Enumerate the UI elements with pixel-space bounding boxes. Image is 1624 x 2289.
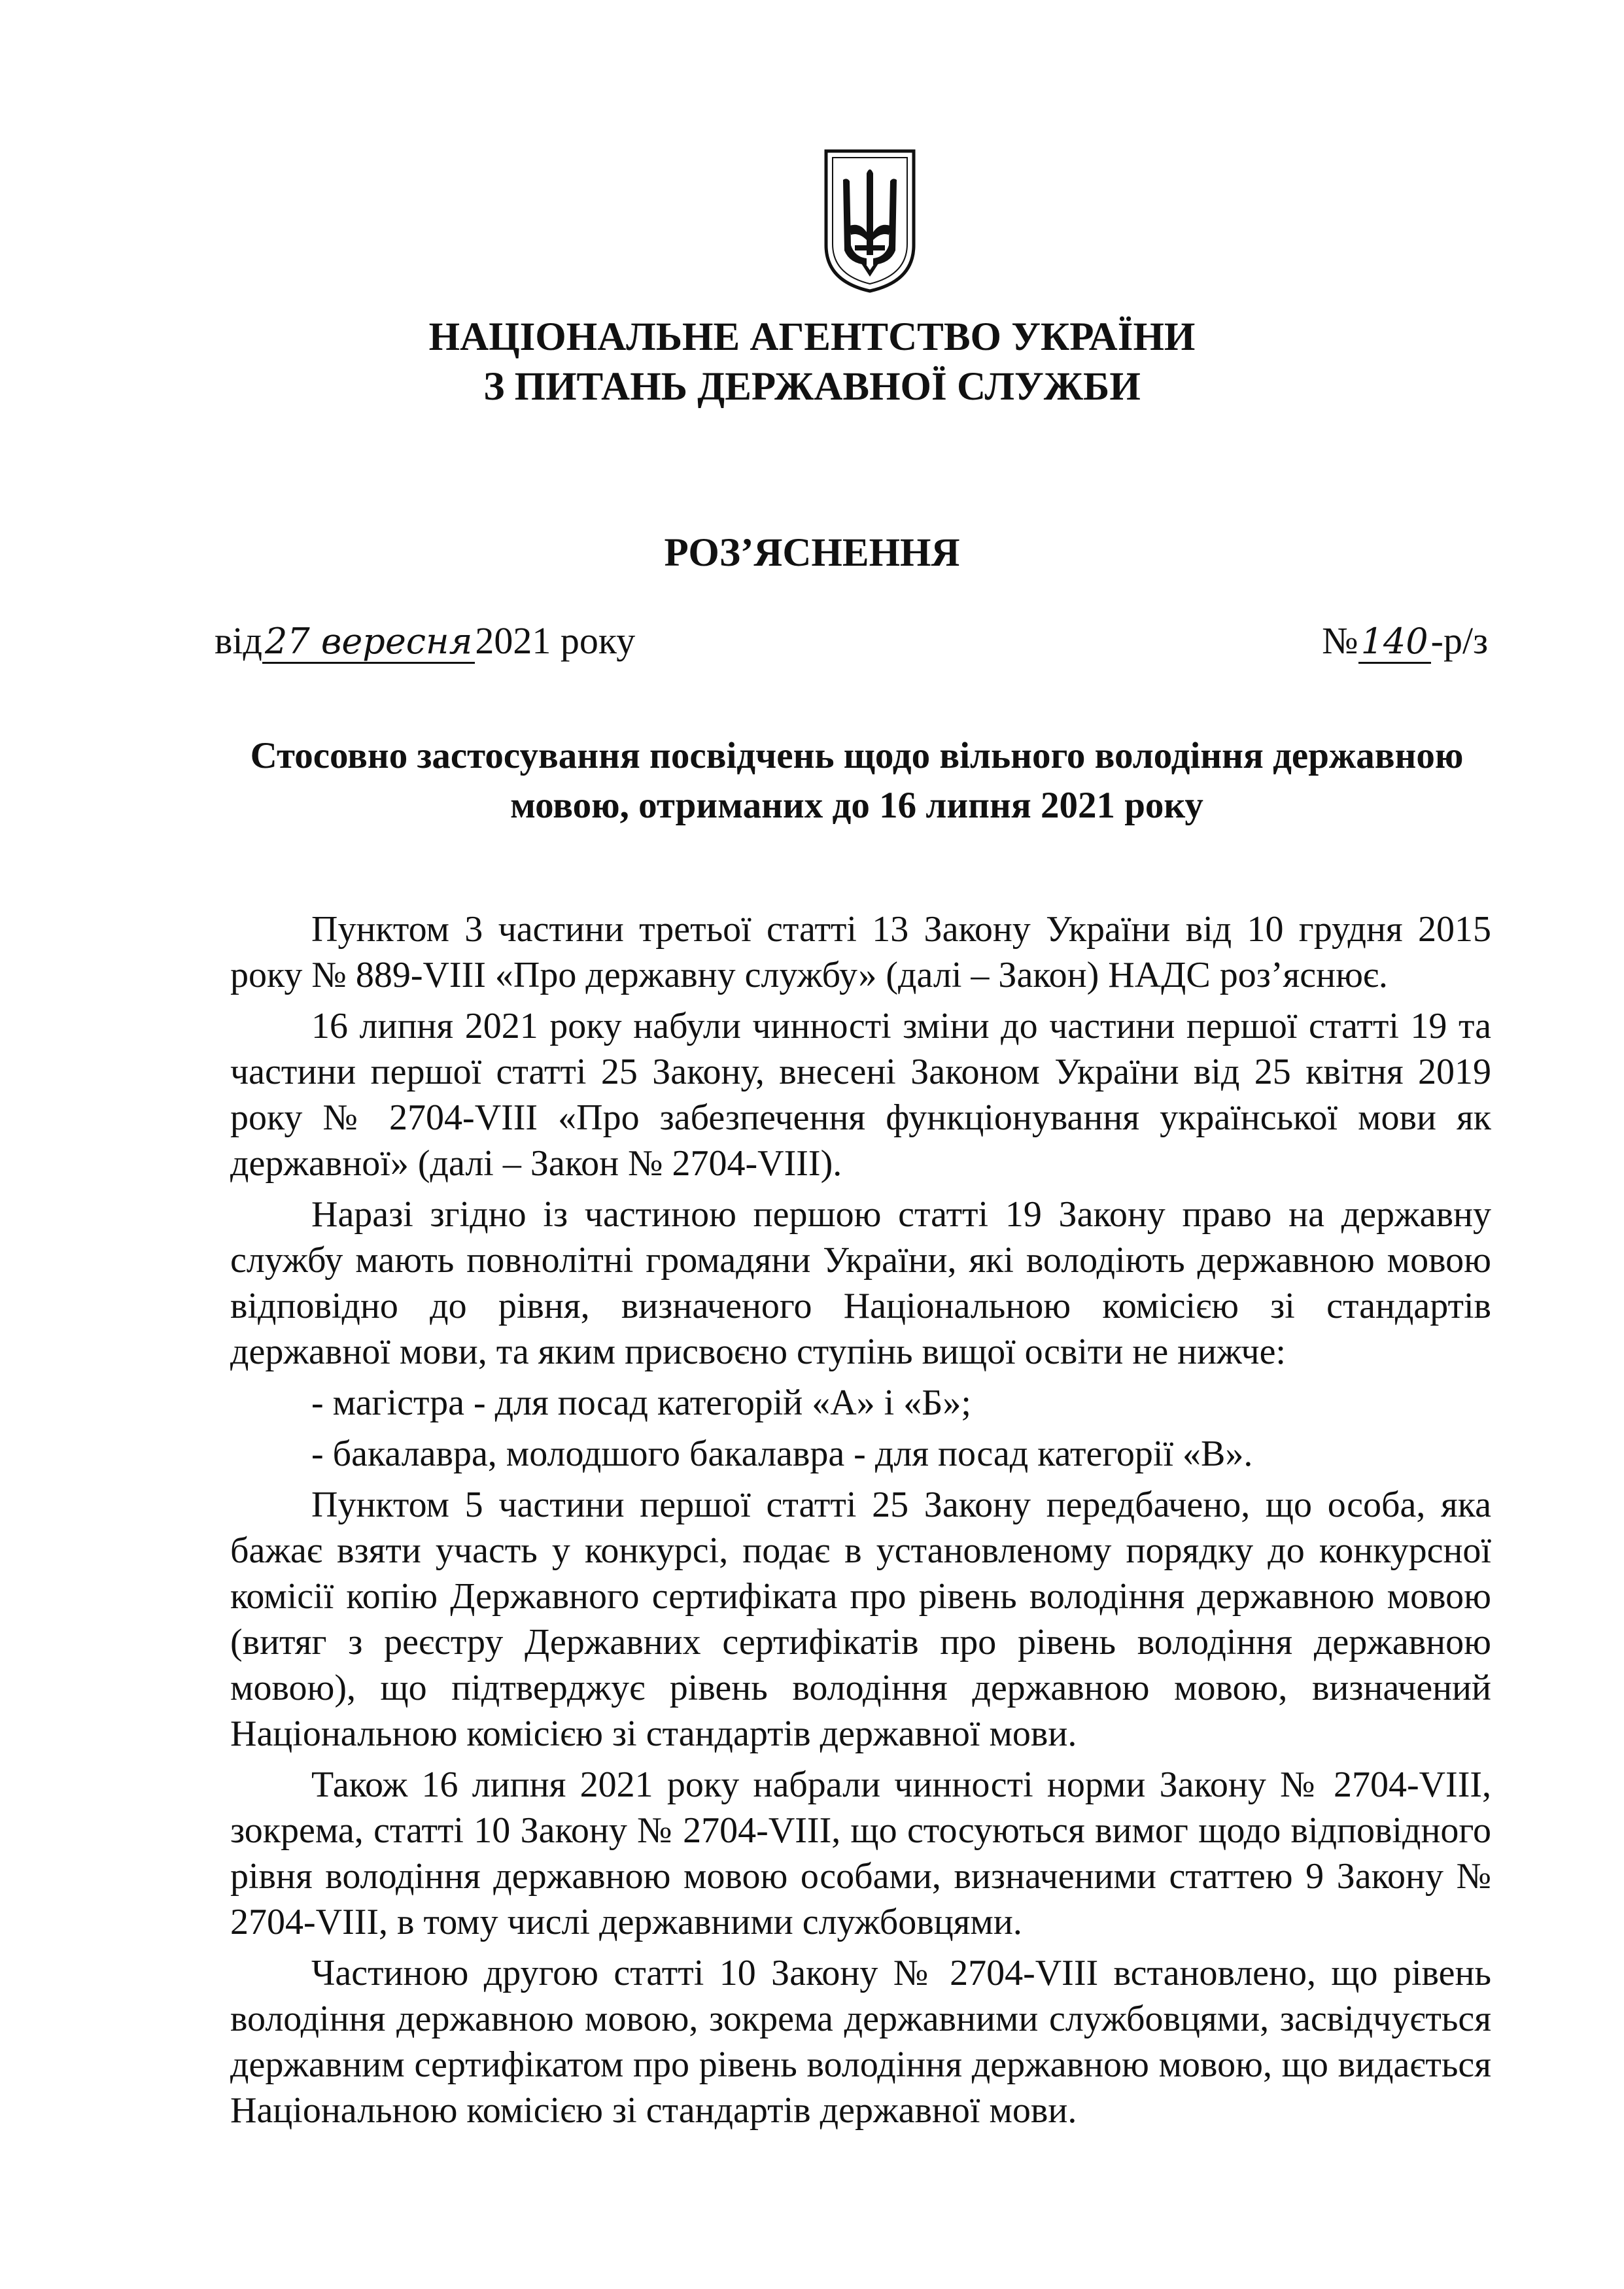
document-body [230,906,1491,2133]
body-paragraph: Пунктом 3 частини третьої статті 13 Закону України від 10 грудня 2015 року № 889-VIII «Про державну службу» (далі – Закон) НАДС роз’яснює. [230,909,1491,995]
document-subject [216,731,1498,831]
document-date [215,616,635,666]
agency-name-line1: НАЦІОНАЛЬНЕ АГЕНТСТВО УКРАЇНИ [428,315,1196,359]
subject-line2: мовою, отриманих до 16 липня 2021 року [510,785,1203,826]
body-paragraph: Наразі згідно із частиною першою статті 19 Закону право на державну службу мають повнолітні громадяни України, які володіють державною мовою відповідно до рівня, визначеного Національною комісією зі стандартів державної мови, та яким присвоєно ступінь вищої освіти не нижче: [230,1194,1491,1372]
number-prefix: № [1322,619,1358,662]
date-handwritten: 27 вересня [262,621,475,664]
subject-line1: Стосовно застосування посвідчень щодо вільного володіння державною [250,735,1464,776]
body-paragraph: Частиною другою статті 10 Закону № 2704-VIII встановлено, що рівень володіння державною мовою, зокрема державними службовцями, засвідчується державним сертифікатом про рівень володіння державною мовою, що видається Національною комісією зі стандартів державної мови. [230,1953,1491,2131]
date-prefix: від [215,619,263,662]
body-list-item: - магістра - для посад категорій «А» і «Б»; [311,1383,971,1423]
date-suffix: 2021 року [475,619,636,662]
body-paragraph: 16 липня 2021 року набули чинності зміни до частини першої статті 19 та частини першої статті 25 Закону, внесені Законом України від 25 квітня 2019 року № 2704-VIII «Про забезпечення функціонування української мови як державної» (далі – Закон № 2704-VIII). [230,1006,1491,1184]
document-type-title: РОЗ’ЯСНЕННЯ [664,531,960,575]
document-number [1322,616,1488,666]
body-paragraph: Пунктом 5 частини першої статті 25 Закону передбачено, що особа, яка бажає взяти участь у конкурсі, подає в установленому порядку до конкурсної комісії копію Державного сертифіката про рівень володіння державною мовою (витяг з реєстру Державних сертифікатів про рівень володіння державною мовою), що підтверджує рівень володіння державною мовою, визначений Національною комісією зі стандартів державної мови. [230,1485,1491,1754]
body-paragraph: Також 16 липня 2021 року набрали чинності норми Закону № 2704-VIII, зокрема, статті 10 Закону № 2704-VIII, що стосуються вимог щодо відповідного рівня володіння державною мовою особами, визначеними статтею 9 Закону № 2704-VIII, в тому числі державними службовцями. [230,1764,1491,1942]
body-list-item: - бакалавра, молодшого бакалавра - для посад категорії «В». [311,1434,1253,1474]
agency-name [0,313,1624,412]
number-handwritten: 140 [1358,621,1431,664]
agency-name-line2: З ПИТАНЬ ДЕРЖАВНОЇ СЛУЖБИ [483,365,1141,409]
number-suffix: -р/з [1430,619,1488,662]
trident-coat-of-arms-icon [821,147,919,294]
